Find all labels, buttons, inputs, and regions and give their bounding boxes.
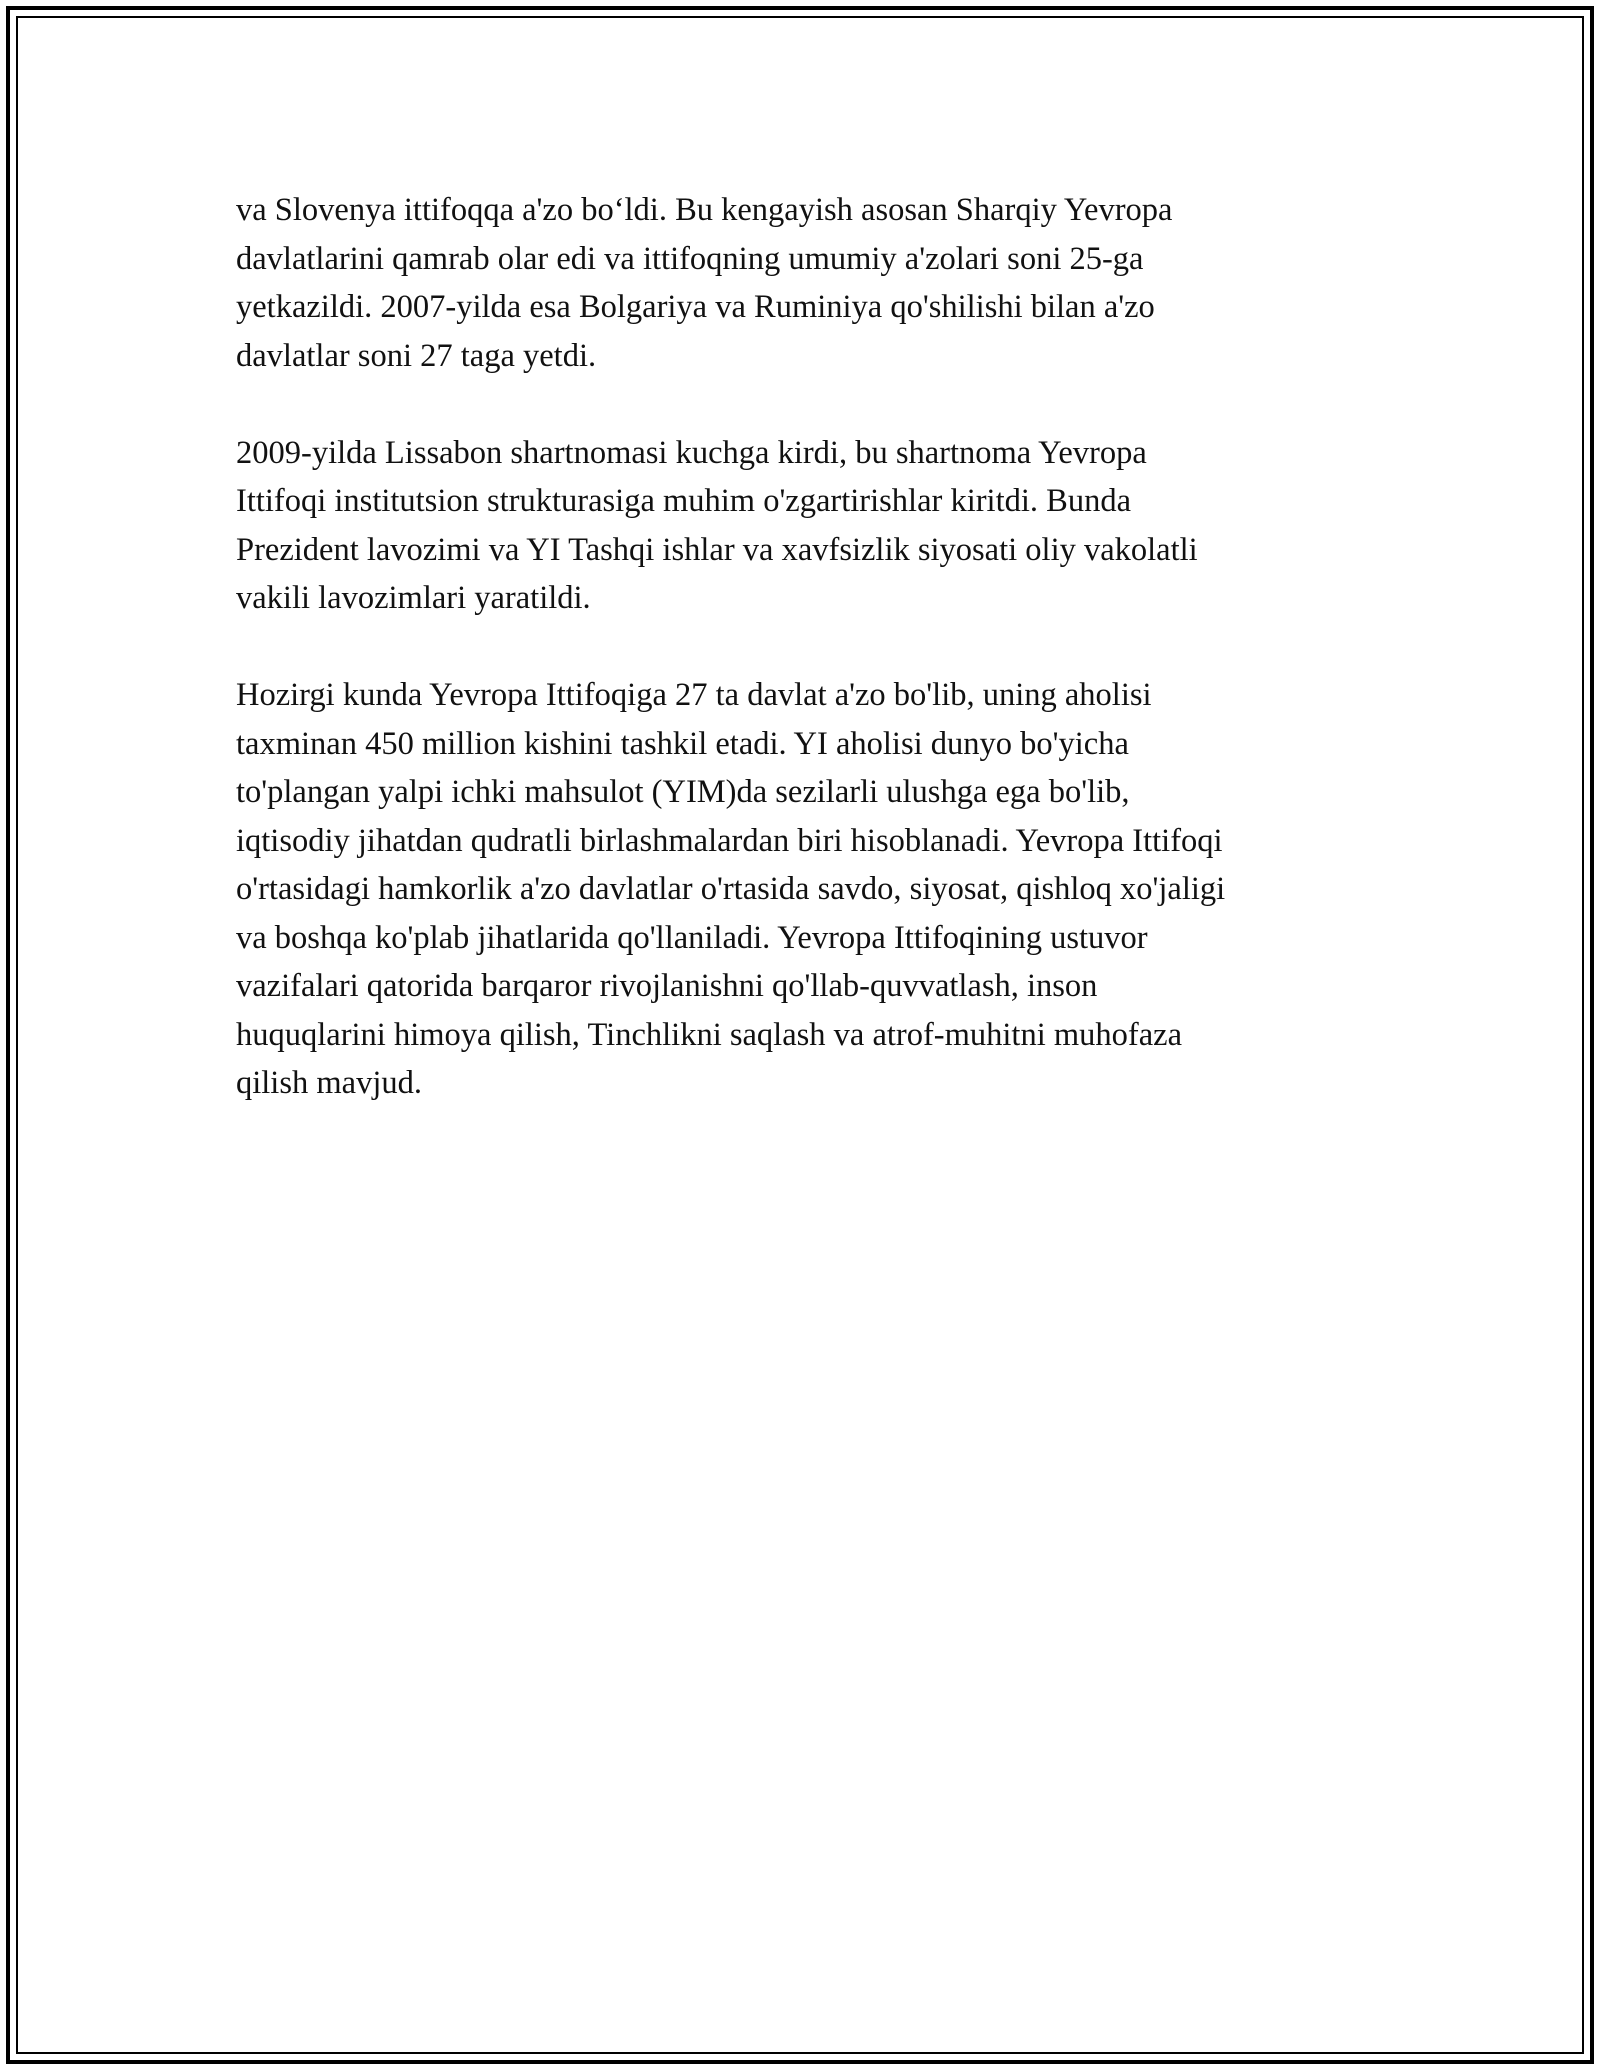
paragraph-eu-today: Hozirgi kunda Yevropa Ittifoqiga 27 ta davlat a'zo bo'lib, uning aholisi taxminan 450 million kishini tashkil etadi. YI aholisi dunyo bo'yicha to'plangan yalpi ichki mahsulot (YIM)da sezilarli ulushga ega bo'lib, iqtisodiy jihatdan qudratli birlashmalardan biri hisoblanadi. Yevropa Ittifoqi o'rtasidagi hamkorlik a'zo davlatlar o'rtasida savdo, siyosat, qishloq xo'jaligi va boshqa ko'plab jihatlarida qo'llaniladi. Yevropa Ittifoqining ustuvor vazifalari qatorida barqaror rivojlanishni qo'llab-quvvatlash, inson huquqlarini himoya qilish, Tinchlikni saqlash va atrof-muhitni muhofaza qilish mavjud. [236,677,1226,1101]
paragraph-eu-enlargement: va Slovenya ittifoqqa a'zo bo‘ldi. Bu kengayish asosan Sharqiy Yevropa davlatlarini qamrab olar edi va ittifoqning umumiy a'zolari soni 25-ga yetkazildi. 2007-yilda esa Bolgariya va Ruminiya qo'shilishi bilan a'zo davlatlar soni 27 taga yetdi. [236,192,1173,374]
paragraph-lisbon-treaty: 2009-yilda Lissabon shartnomasi kuchga kirdi, bu shartnoma Yevropa Ittifoqi institutsion strukturasiga muhim o'zgartirishlar kiritdi. Bunda Prezident lavozimi va YI Tashqi ishlar va xavfsizlik siyosati oliy vakolatli vakili lavozimlari yaratildi. [236,434,1198,616]
document-body [236,186,1366,1156]
